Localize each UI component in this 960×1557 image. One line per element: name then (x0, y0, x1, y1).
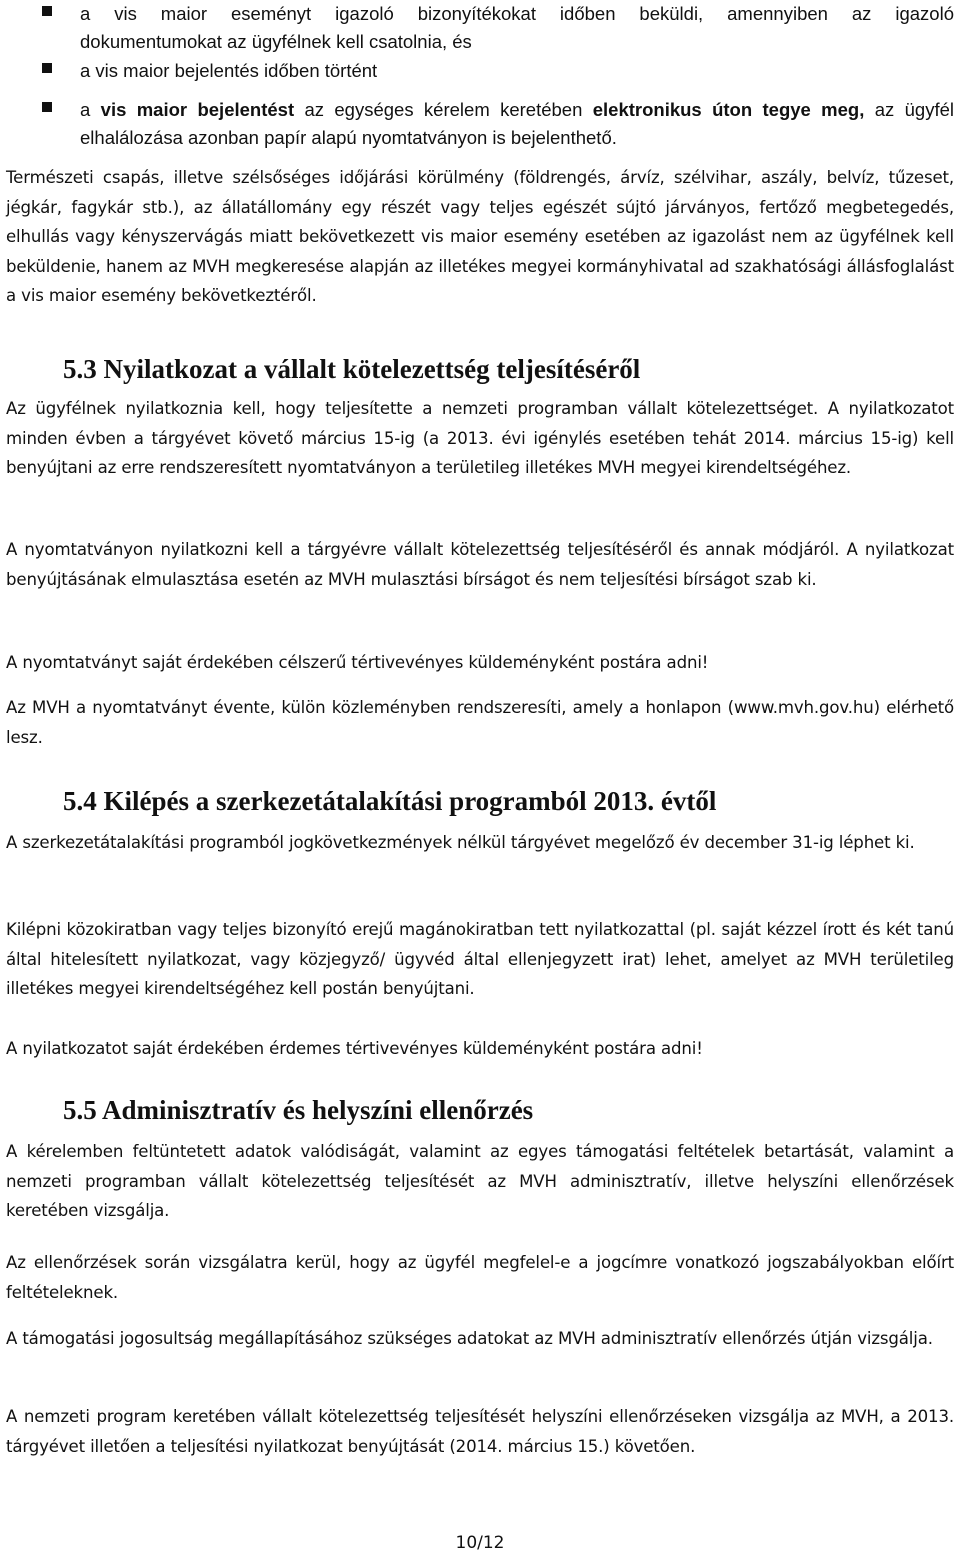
paragraph: A nyilatkozatot saját érdekében érdemes tértivevényes küldeményként postára adni! (6, 1039, 703, 1058)
bold-text: vis maior bejelentést (100, 99, 295, 120)
section-heading-5-3: 5.3 Nyilatkozat a vállalt kötelezettség teljesítéséről (63, 354, 641, 384)
bullet-marker (42, 63, 52, 73)
paragraph-natural-disaster: Természeti csapás, illetve szélsőséges időjárási körülmény (földrengés, árvíz, szélvihar, aszály, belvíz, tűzeset, jégkár, fagykár stb.), az állatállomány egy részét vagy teljes egészét sújtó járványos, fertőző megbetegedés, elhullás vagy kényszervágás miatt bekövetkezett vis maior esemény esetében az igazolást nem az ügyfélnek kell beküldenie, hanem az MVH megkeresése alapján az illetékes megyei kormányhivatal ad szakhatósági állásfoglalást a vis maior esemény bekövetkeztéről. (6, 168, 954, 305)
paragraph: A kérelemben feltüntetett adatok valódiságát, valamint az egyes támogatási feltételek betartását, valamint a nemzeti programban vállalt kötelezettség teljesítését az MVH adminisztratív, illetve helyszíni ellenőrzések keretében vizsgálja. (6, 1142, 954, 1220)
paragraph: Az ügyfélnek nyilatkoznia kell, hogy teljesítette a nemzeti programban vállalt kötelezettséget. A nyilatkozatot minden évben a tárgyévet követő március 15-ig (a 2013. évi igénylés esetében tehát 2014. március 15-ig) kell benyújtani az erre rendszeresített nyomtatványon a területileg illetékes MVH megyei kirendeltségéhez. (6, 399, 954, 477)
paragraph: A nyomtatványon nyilatkozni kell a tárgyévre vállalt kötelezettség teljesítéséről és annak módjáról. A nyilatkozat benyújtásának elmulasztása esetén az MVH mulasztási bírságot és nem teljesítési bírságot szab ki. (6, 540, 954, 589)
paragraph: A nyomtatványt saját érdekében célszerű tértivevényes küldeményként postára adni! (6, 653, 709, 672)
bullet-text-continued: dokumentumokat az ügyfélnek kell csatolnia, és (80, 31, 472, 52)
paragraph: Az MVH a nyomtatványt évente, külön közleményben rendszeresíti, amely a honlapon (www.mvh.gov.hu) elérhető lesz. (6, 698, 954, 747)
paragraph: Kilépni közokiratban vagy teljes bizonyító erejű magánokiratban tett nyilatkozattal (pl. saját kézzel írott és két tanú által hitelesített nyilatkozat, vagy közjegyző/ ügyvéd által ellenjegyzett irat) lehet, amelyet az MVH területileg illetékes megyei kirendeltségéhez kell postán benyújtani. (6, 920, 954, 998)
paragraph: A támogatási jogosultság megállapításához szükséges adatokat az MVH adminisztratív ellenőrzés útján vizsgálja. (6, 1329, 933, 1348)
bullet-text (80, 96, 954, 152)
paragraph: Az ellenőrzések során vizsgálatra kerül, hogy az ügyfél megfelel-e a jogcímre vonatkozó jogszabályokban előírt feltételeknek. (6, 1253, 954, 1302)
page-number: 10/12 (455, 1533, 505, 1553)
text-run: az ügyfél elhalálozása azonban papír alapú nyomtatványon is bejelenthető. (80, 99, 954, 148)
bold-text: elektronikus úton tegye meg, (592, 99, 865, 120)
text-run: az egységes kérelem keretében (294, 99, 593, 120)
bullet-marker (42, 102, 52, 112)
text-run: a (80, 99, 101, 120)
bullet-text: a vis maior eseményt igazoló bizonyítékokat időben beküldi, amennyiben az igazoló (80, 3, 954, 24)
bullet-text: a vis maior bejelentés időben történt (80, 60, 378, 81)
bullet-marker (42, 6, 52, 16)
section-heading-5-5: 5.5 Adminisztratív és helyszíni ellenőrzés (63, 1095, 534, 1125)
section-heading-5-4: 5.4 Kilépés a szerkezetátalakítási programból 2013. évtől (63, 786, 717, 816)
paragraph: A szerkezetátalakítási programból jogkövetkezmények nélkül tárgyévet megelőző év december 31-ig léphet ki. (6, 833, 915, 852)
paragraph: A nemzeti program keretében vállalt kötelezettség teljesítését helyszíni ellenőrzéseken vizsgálja az MVH, a 2013. tárgyévet illetően a teljesítési nyilatkozat benyújtását (2014. március 15.) követően. (6, 1407, 954, 1456)
